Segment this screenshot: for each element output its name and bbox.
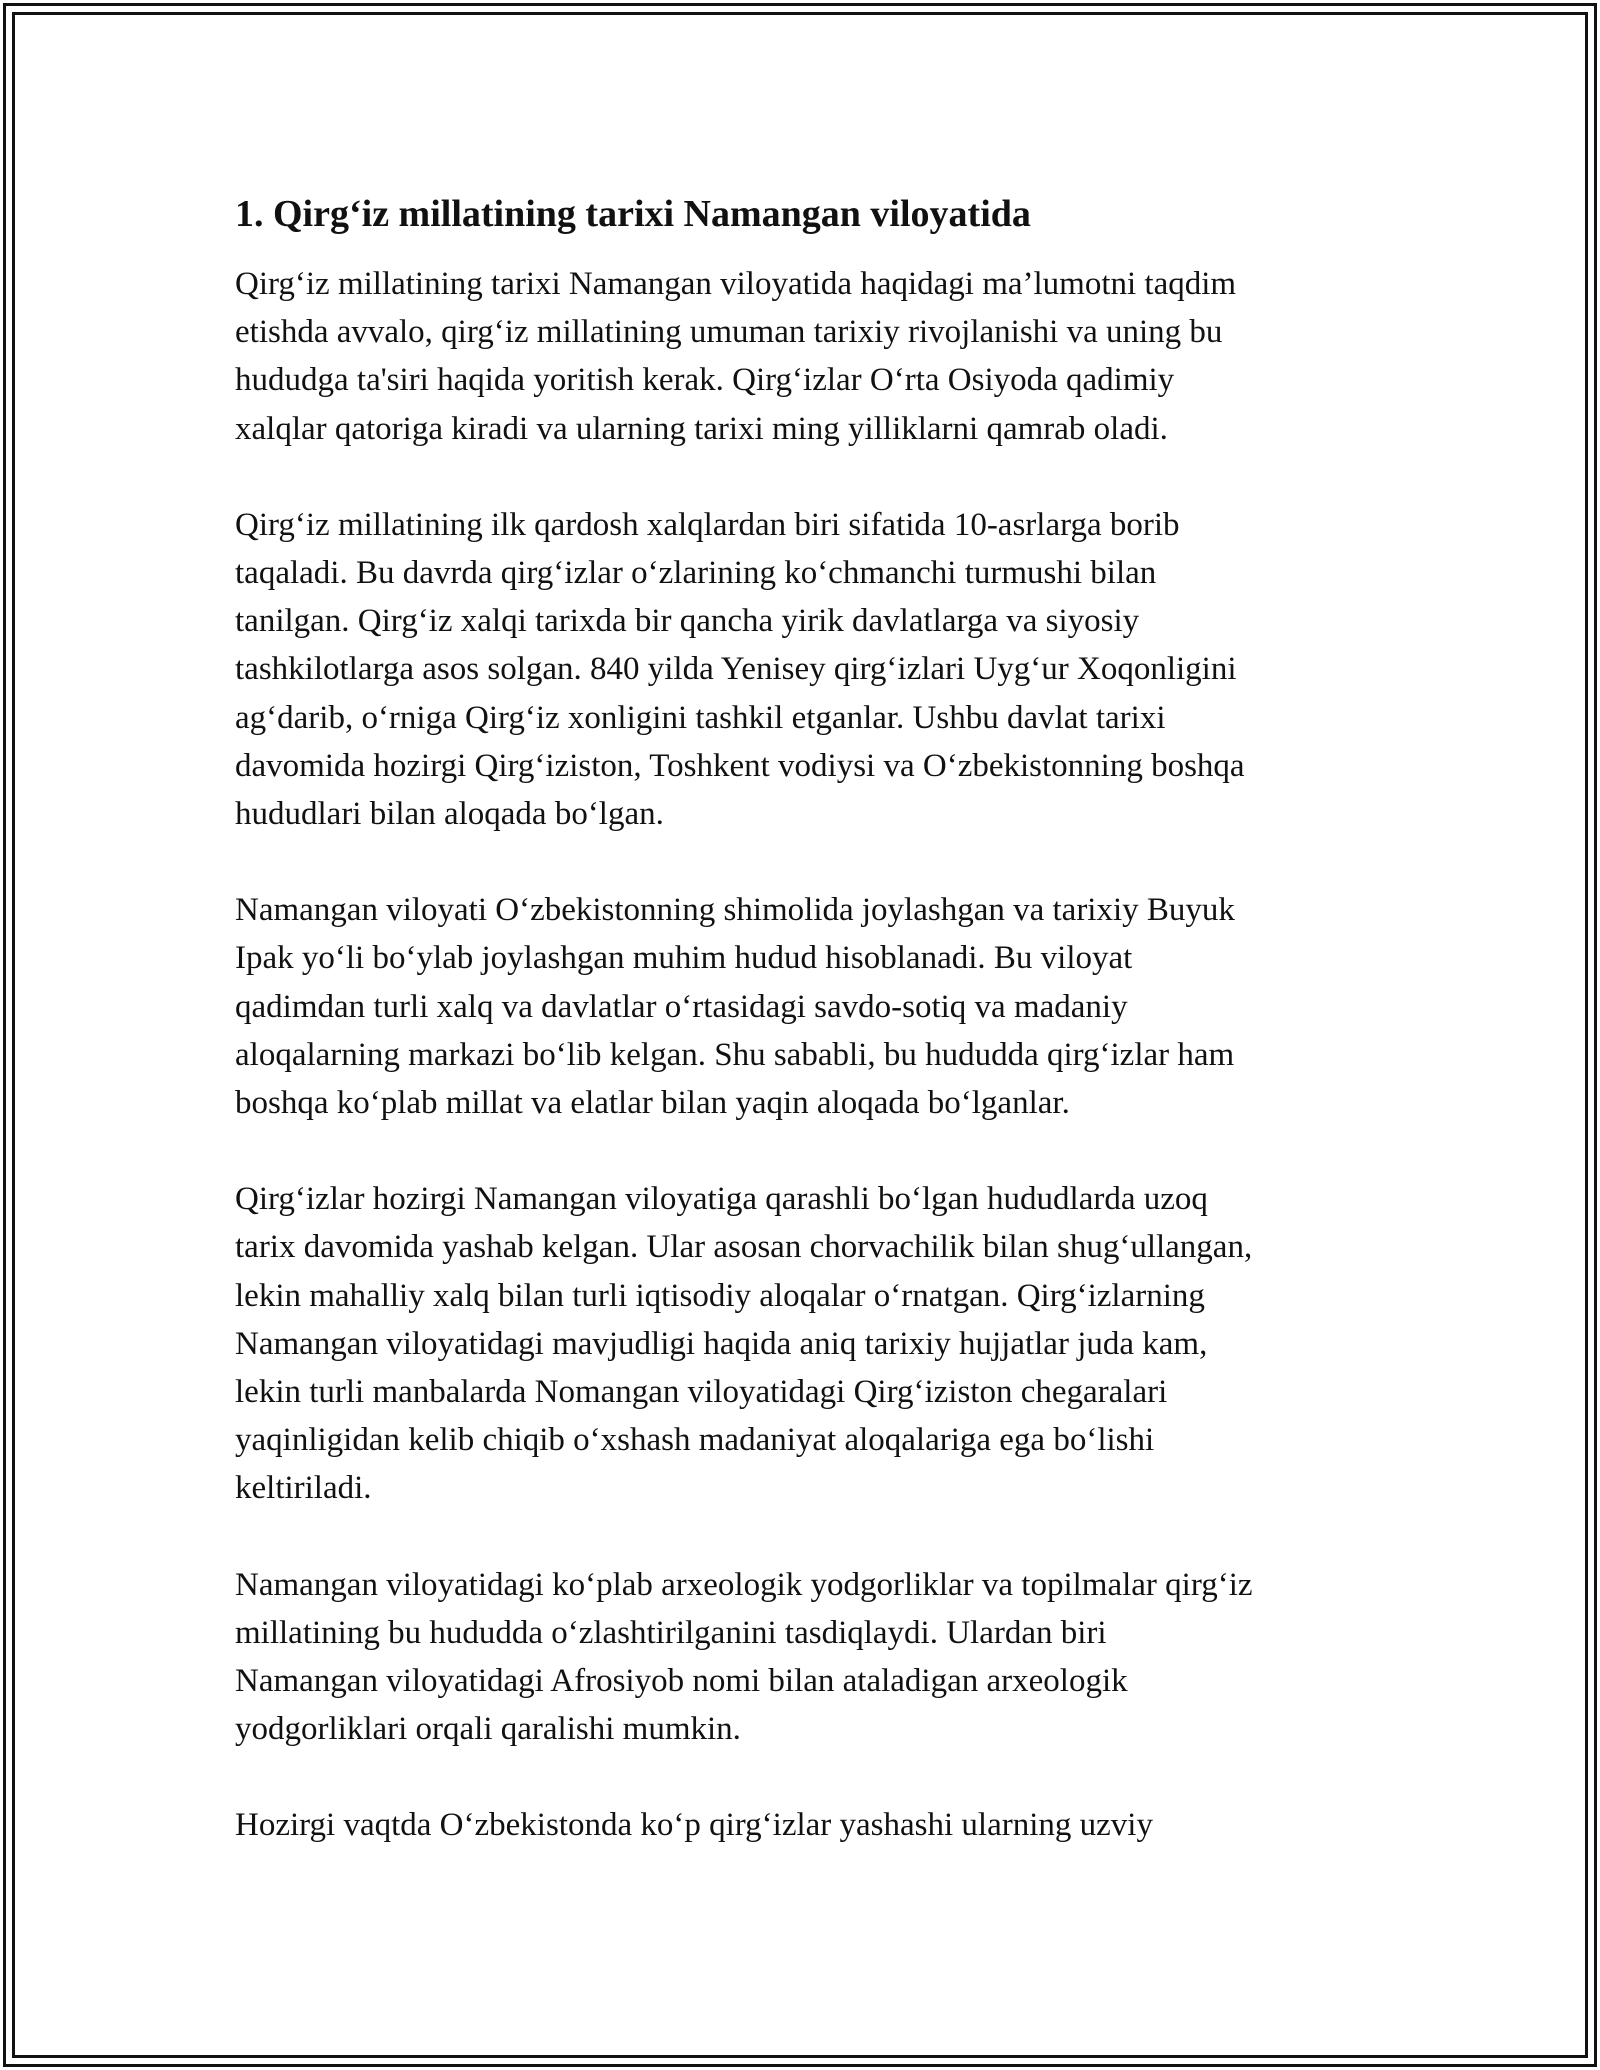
paragraph-line: Hozirgi vaqtda O‘zbekistonda ko‘p qirg‘izlar yashashi ularning uzviy <box>235 1807 1153 1844</box>
paragraph-line: Qirg‘iz millatining ilk qardosh xalqlardan biri sifatida 10-asrlarga borib <box>235 506 1180 543</box>
paragraph-line: millatining bu hududda o‘zlashtirilganini tasdiqlaydi. Ulardan biri <box>235 1614 1107 1651</box>
paragraph-3 <box>235 886 1375 1127</box>
paragraph-line: xalqlar qatoriga kiradi va ularning tarixi ming yilliklarni qamrab oladi. <box>235 410 1168 447</box>
paragraph-line: aloqalarning markazi bo‘lib kelgan. Shu sababli, bu hududda qirg‘izlar ham <box>235 1036 1235 1073</box>
section-title: 1. Qirg‘iz millatining tarixi Namangan viloyatida <box>235 193 1031 235</box>
paragraph-line: hududga ta'siri haqida yoritish kerak. Qirg‘izlar O‘rta Osiyoda qadimiy <box>235 362 1175 399</box>
paragraph-2 <box>235 501 1375 838</box>
paragraph-line: Qirg‘iz millatining tarixi Namangan viloyatida haqidagi ma’lumotni taqdim <box>235 266 1237 302</box>
paragraph-6 <box>235 1801 1375 1849</box>
paragraph-line: Namangan viloyatidagi Afrosiyob nomi bilan ataladigan arxeologik <box>235 1663 1128 1700</box>
paragraph-line: tashkilotlarga asos solgan. 840 yilda Yenisey qirg‘izlari Uyg‘ur Xoqonligini <box>235 651 1237 688</box>
paragraph-line: lekin mahalliy xalq bilan turli iqtisodiy aloqalar o‘rnatgan. Qirg‘izlarning <box>235 1277 1205 1314</box>
paragraph-line: Namangan viloyatidagi mavjudligi haqida aniq tarixiy hujjatlar juda kam, <box>235 1325 1208 1362</box>
paragraph-line: keltiriladi. <box>235 1470 372 1507</box>
paragraph-1 <box>235 260 1375 453</box>
paragraph-line: taqaladi. Bu davrda qirg‘izlar o‘zlarining ko‘chmanchi turmushi bilan <box>235 555 1157 592</box>
paragraph-line: etishda avvalo, qirg‘iz millatining umuman tarixiy rivojlanishi va uning bu <box>235 314 1223 351</box>
paragraph-line: boshqa ko‘plab millat va elatlar bilan yaqin aloqada bo‘lganlar. <box>235 1085 1070 1122</box>
document-body <box>235 190 1375 1898</box>
paragraph-line: hududlari bilan aloqada bo‘lgan. <box>235 796 664 833</box>
paragraph-line: qadimdan turli xalq va davlatlar o‘rtasidagi savdo-sotiq va madaniy <box>235 988 1128 1025</box>
paragraph-5 <box>235 1561 1375 1754</box>
paragraph-4 <box>235 1175 1375 1512</box>
paragraph-list <box>235 260 1375 1850</box>
paragraph-line: Namangan viloyatidagi ko‘plab arxeologik yodgorliklar va topilmalar qirg‘iz <box>235 1566 1253 1603</box>
paragraph-line: yodgorliklari orqali qaralishi mumkin. <box>235 1711 741 1748</box>
paragraph-line: Ipak yo‘li bo‘ylab joylashgan muhim hudud hisoblanadi. Bu viloyat <box>235 940 1133 977</box>
paragraph-line: tarix davomida yashab kelgan. Ular asosan chorvachilik bilan shug‘ullangan, <box>235 1229 1253 1266</box>
paragraph-line: yaqinligidan kelib chiqib o‘xshash madaniyat aloqalariga ega bo‘lishi <box>235 1422 1155 1459</box>
paragraph-line: ag‘darib, o‘rniga Qirg‘iz xonligini tashkil etganlar. Ushbu davlat tarixi <box>235 699 1166 736</box>
paragraph-line: lekin turli manbalarda Nomangan viloyatidagi Qirg‘iziston chegaralari <box>235 1374 1168 1411</box>
paragraph-line: Qirg‘izlar hozirgi Namangan viloyatiga qarashli bo‘lgan hududlarda uzoq <box>235 1181 1208 1218</box>
paragraph-line: tanilgan. Qirg‘iz xalqi tarixda bir qancha yirik davlatlarga va siyosiy <box>235 603 1140 640</box>
paragraph-line: davomida hozirgi Qirg‘iziston, Toshkent vodiysi va O‘zbekistonning boshqa <box>235 747 1245 784</box>
paragraph-line: Namangan viloyati O‘zbekistonning shimolida joylashgan va tarixiy Buyuk <box>235 892 1235 929</box>
